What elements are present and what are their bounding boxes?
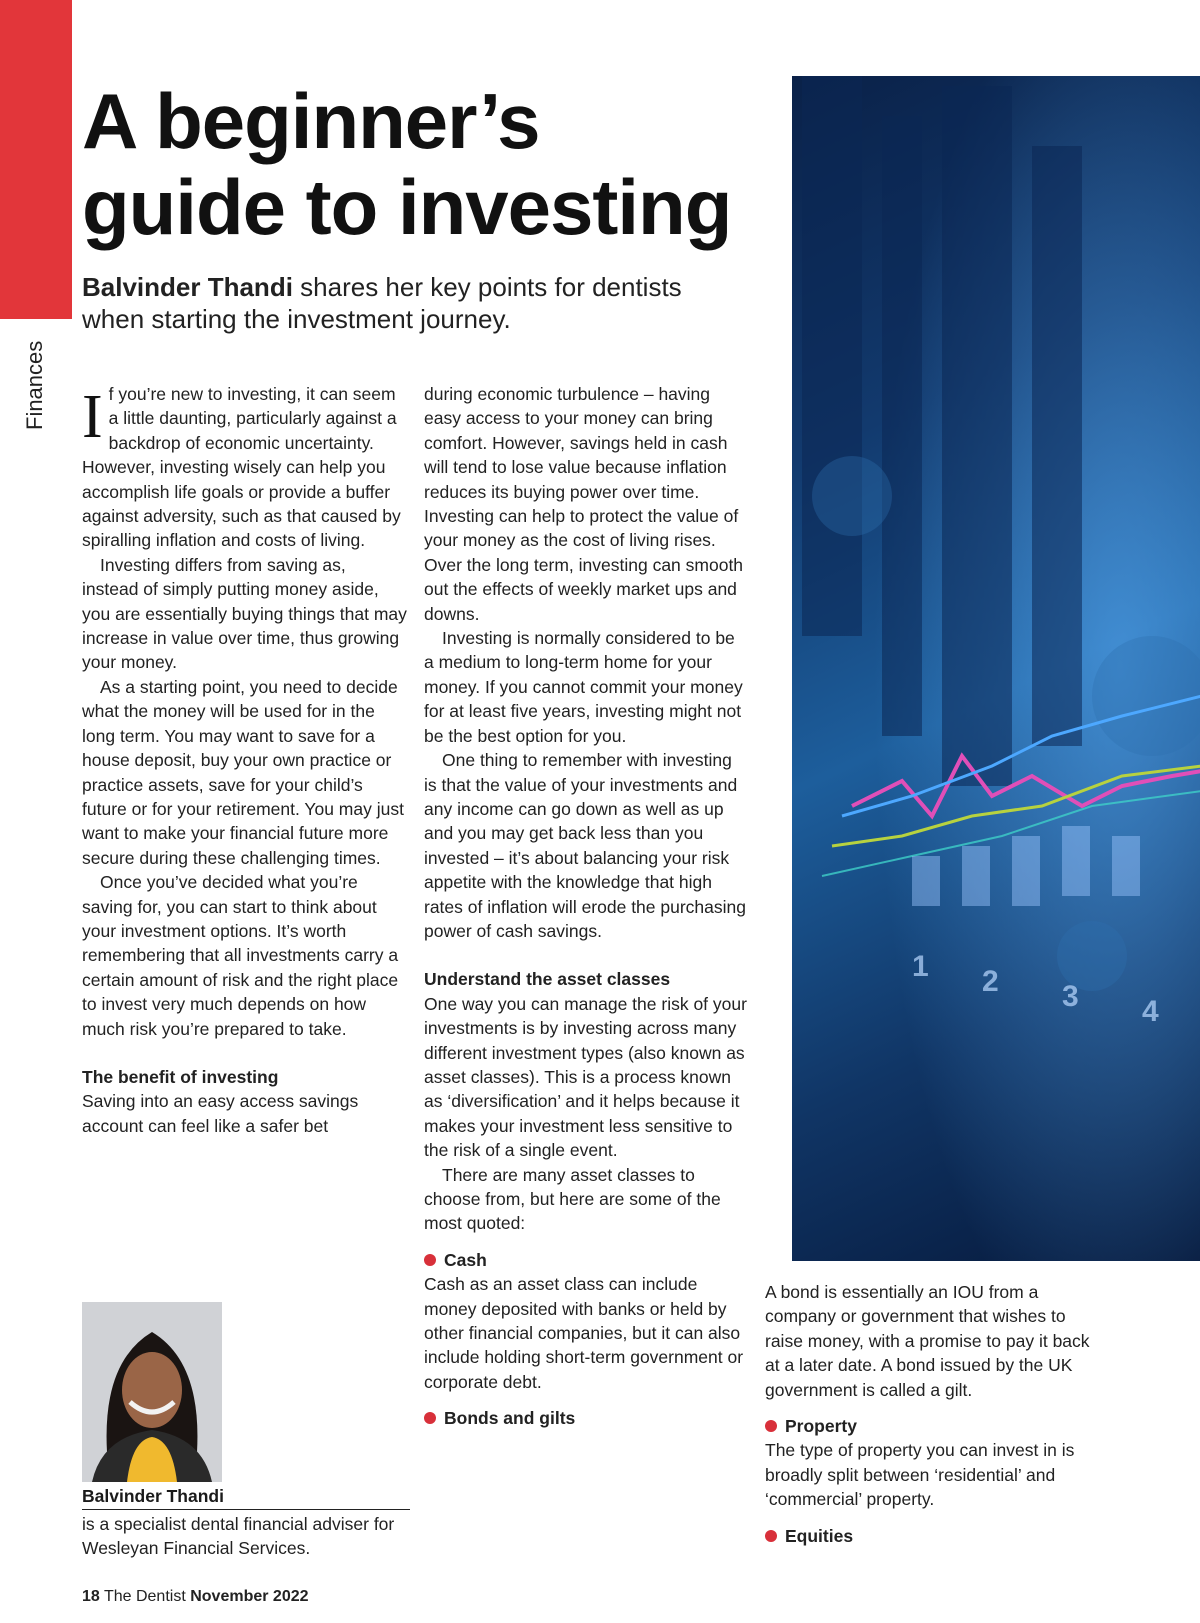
image-digit: 4 — [1142, 995, 1159, 1028]
subheading-benefit: The benefit of investing — [82, 1066, 279, 1087]
body-paragraph: Saving into an easy access savings account can feel like a safer bet — [82, 1091, 359, 1136]
standfirst-author: Balvinder Thandi — [82, 272, 293, 302]
body-paragraph: One way you can manage the risk of your investments is by investing across many different investment types (also known as asset classes). This is a process known as ‘diversification’ and it helps because it makes your investment less sensitive to the risk of a single event. — [424, 993, 747, 1161]
bullet-heading-cash — [424, 1248, 749, 1272]
body-paragraph: The type of property you can invest in is broadly split between ‘residential’ and ‘commercial’ property. — [765, 1440, 1075, 1510]
caption-author-bio: is a specialist dental financial adviser for Wesleyan Financial Services. — [82, 1514, 395, 1558]
bullet-heading-bonds — [424, 1406, 749, 1430]
bullet-dot-icon — [765, 1420, 777, 1432]
page-footer — [82, 1588, 309, 1606]
author-portrait-art — [82, 1302, 222, 1482]
body-paragraph: A bond is essentially an IOU from a company or government that wishes to raise money, with a promise to pay it back at a later date. A bond issued by the UK government is called a gilt. — [765, 1282, 1090, 1400]
article-title: A beginner’s guide to investing — [82, 77, 732, 251]
standfirst-text: shares her key points for dentists when starting the investment journey. — [82, 272, 682, 334]
opening-paragraph — [82, 382, 407, 553]
body-paragraph: Investing differs from saving as, instead of simply putting money aside, you are essentially buying things that may increase in value over time, thus growing your money. — [82, 554, 407, 673]
image-digit: 3 — [1062, 980, 1079, 1013]
bullet-label: Bonds and gilts — [444, 1408, 576, 1429]
body-paragraph: during economic turbulence – having easy access to your money can bring comfort. However, savings held in cash will tend to lose value because inflation reduces its buying power over time. Investing can help to protect the value of your money as the cost of living rises. Over the long term, investing can smooth out the effects of weekly market ups and downs. — [424, 384, 744, 624]
bullet-dot-icon — [765, 1530, 777, 1542]
article-standfirst — [82, 271, 722, 335]
section-label: Finances — [22, 340, 47, 430]
finance-chart-photo — [792, 76, 1200, 1261]
article-column-1 — [82, 382, 407, 1138]
body-paragraph: Investing is normally considered to be a medium to long-term home for your money. If you cannot commit your money for at least five years, investing might not be the best option for you. — [424, 628, 743, 746]
finance-photo-art — [792, 76, 1200, 1261]
body-paragraph: Once you’ve decided what you’re saving for, you can start to think about your investment options. It’s worth remembering that all investments carry a certain amount of risk and the right place to invest very much depends on how much risk you’re prepared to take. — [82, 872, 399, 1039]
page-number: 18 — [82, 1588, 100, 1605]
bullet-dot-icon — [424, 1254, 436, 1266]
bullet-label: Cash — [444, 1249, 487, 1270]
article-column-2 — [424, 382, 749, 1431]
author-headshot — [82, 1302, 222, 1482]
drop-cap: I — [82, 383, 103, 451]
caption-author-name: Balvinder Thandi — [82, 1484, 410, 1510]
bullet-heading-equities — [765, 1524, 1095, 1548]
body-paragraph: As a starting point, you need to decide what the money will be used for in the long term. You may want to save for a house deposit, buy your own practice or practice assets, save for your child’s future or for your retirement. You may just want to make your financial future more secure during these challenging times. — [82, 676, 404, 868]
image-digit: 2 — [982, 965, 999, 998]
bullet-label: Equities — [785, 1525, 854, 1546]
body-paragraph: One thing to remember with investing is that the value of your investments and any income can go down as well as up and you may get back less than you invested – it’s about balancing your risk appetite with the knowledge that high rates of inflation will erode the purchasing power of cash savings. — [424, 750, 746, 941]
subheading-asset-classes: Understand the asset classes — [424, 969, 671, 990]
bullet-heading-property — [765, 1414, 1095, 1438]
section-color-tab — [0, 0, 72, 319]
bullet-label: Property — [785, 1416, 857, 1437]
opening-text: f you’re new to investing, it can seem a little daunting, particularly against a backdrop of economic uncertainty. However, investing wisely can help you accomplish life goals or provide a buffer against adversity, such as that caused by spiralling inflation and costs of living. — [82, 384, 401, 551]
article-column-3 — [765, 1280, 1095, 1548]
image-digit: 1 — [912, 950, 929, 983]
issue-date: November 2022 — [190, 1588, 309, 1605]
bullet-dot-icon — [424, 1412, 436, 1424]
body-paragraph: Cash as an asset class can include money deposited with banks or held by other financial companies, but it can also include holding short-term government or corporate debt. — [424, 1274, 744, 1392]
publication-name: The Dentist — [103, 1588, 186, 1605]
body-paragraph: There are many asset classes to choose from, but here are some of the most quoted: — [424, 1164, 721, 1234]
